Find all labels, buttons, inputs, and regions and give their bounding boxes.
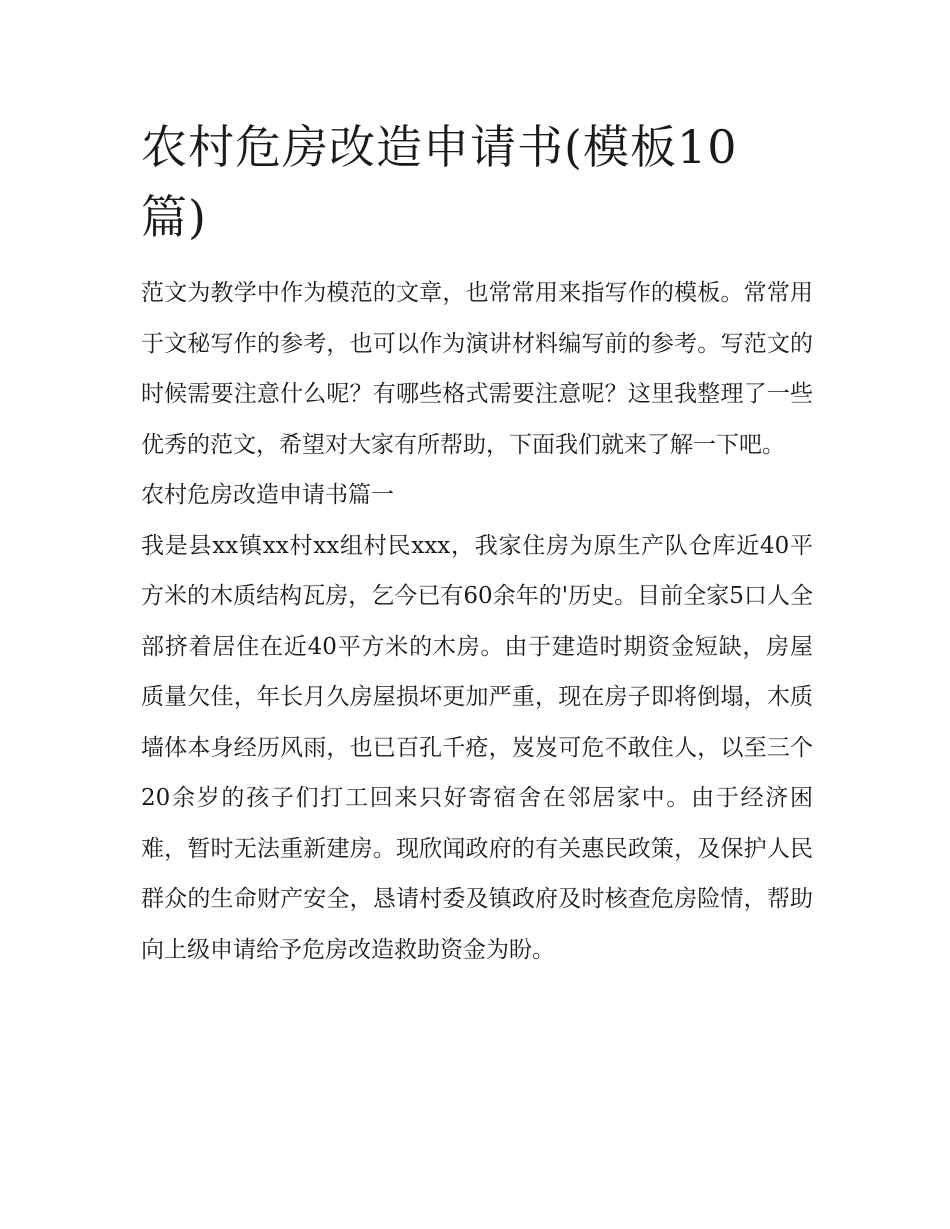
intro-paragraph: 范文为教学中作为模范的文章，也常常用来指写作的模板。常常用于文秘写作的参考，也可以作为演讲材料编写前的参考。写范文的时候需要注意什么呢？有哪些格式需要注意呢？这里我整理了一些优秀的范文，希望对大家有所帮助，下面我们就来了解一下吧。 <box>141 280 813 458</box>
page-title: 农村危房改造申请书(模板10篇) <box>141 120 738 244</box>
body-paragraph: 我是县xx镇xx村xx组村民xxx，我家住房为原生产队仓库近40平方米的木质结构瓦房，乞今已有60余年的'历史。目前全家5口人全部挤着居住在近40平方米的木房。由于建造时期资金短缺，房屋质量欠佳，年长月久房屋损坏更加严重，现在房子即将倒塌，木质墙体本身经历风雨，也已百孔千疮，岌岌可危不敢住人，以至三个20余岁的孩子们打工回来只好寄宿舍在邻居家中。由于经济困难，暂时无法重新建房。现欣闻政府的有关惠民政策，及保护人民群众的生命财产安全，恳请村委及镇政府及时核查危房险情，帮助向上级申请给予危房改造救助资金为盼。 <box>141 532 813 963</box>
document-page <box>141 112 813 975</box>
section-heading: 农村危房改造申请书篇一 <box>141 482 394 508</box>
